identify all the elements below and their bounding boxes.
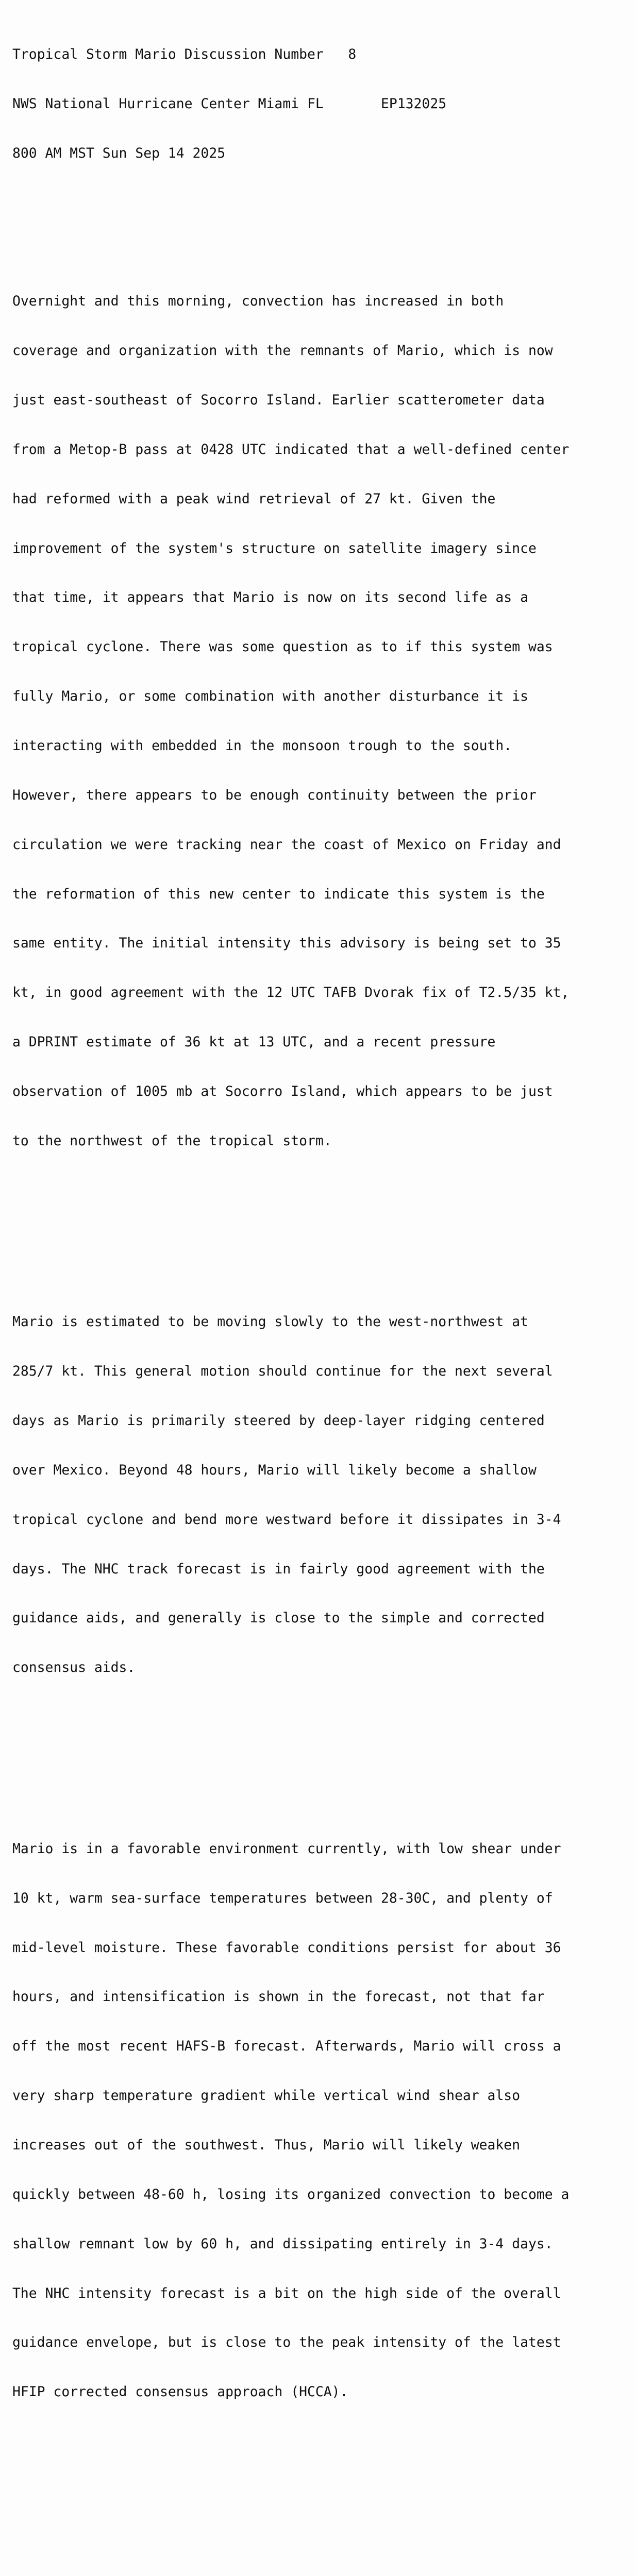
text-line: hours, and intensification is shown in the forecast, not that far: [12, 1989, 545, 2005]
text-line: over Mexico. Beyond 48 hours, Mario will likely become a shallow: [12, 1462, 537, 1478]
text-line: increases out of the southwest. Thus, Mario will likely weaken: [12, 2137, 521, 2153]
text-line: tropical cyclone. There was some question as to if this system was: [12, 639, 553, 655]
text-line: Mario is in a favorable environment currently, with low shear under: [12, 1840, 561, 1857]
discussion-document: [12, 13, 569, 2576]
text-line: a DPRINT estimate of 36 kt at 13 UTC, and a recent pressure: [12, 1034, 496, 1050]
text-line: that time, it appears that Mario is now on its second life as a: [12, 589, 528, 606]
text-line: from a Metop-B pass at 0428 UTC indicated that a well-defined center: [12, 441, 570, 457]
text-line: to the northwest of the tropical storm.: [12, 1132, 332, 1149]
text-line: guidance aids, and generally is close to the simple and corrected: [12, 1610, 545, 1626]
text-line: shallow remnant low by 60 h, and dissipating entirely in 3-4 days.: [12, 2235, 553, 2252]
text-line: Overnight and this morning, convection has increased in both: [12, 293, 504, 310]
text-line: quickly between 48-60 h, losing its organized convection to become a: [12, 2186, 570, 2202]
issuing-office: NWS National Hurricane Center Miami FL EP132025: [12, 95, 447, 112]
text-line: improvement of the system's structure on satellite imagery since: [12, 540, 537, 556]
text-line: had reformed with a peak wind retrieval of 27 kt. Given the: [12, 490, 496, 507]
text-line: 10 kt, warm sea-surface temperatures between 28-30C, and plenty of: [12, 1890, 553, 1906]
text-line: very sharp temperature gradient while vertical wind shear also: [12, 2088, 521, 2104]
discussion-title: Tropical Storm Mario Discussion Number 8: [12, 46, 357, 62]
text-line: guidance envelope, but is close to the peak intensity of the latest: [12, 2334, 561, 2351]
text-line: the reformation of this new center to indicate this system is the: [12, 886, 545, 902]
text-line: same entity. The initial intensity this advisory is being set to 35: [12, 935, 561, 952]
issue-time: 800 AM MST Sun Sep 14 2025: [12, 145, 226, 161]
text-line: However, there appears to be enough continuity between the prior: [12, 787, 537, 803]
text-line: HFIP corrected consensus approach (HCCA).: [12, 2384, 348, 2400]
blank-line: [12, 2466, 569, 2483]
text-line: days as Mario is primarily steered by deep-layer ridging centered: [12, 1413, 545, 1429]
text-line: consensus aids.: [12, 1659, 136, 1676]
paragraph-track: [12, 1281, 569, 1709]
blank-line: [12, 2516, 569, 2532]
text-line: days. The NHC track forecast is in fairly good agreement with the: [12, 1561, 545, 1577]
text-line: Mario is estimated to be moving slowly to the west-northwest at: [12, 1314, 528, 1330]
text-line: just east-southeast of Socorro Island. Earlier scatterometer data: [12, 392, 545, 408]
text-line: off the most recent HAFS-B forecast. Afterwards, Mario will cross a: [12, 2038, 561, 2055]
text-line: kt, in good agreement with the 12 UTC TAFB Dvorak fix of T2.5/35 kt,: [12, 985, 570, 1001]
text-line: tropical cyclone and bend more westward before it dissipates in 3-4: [12, 1511, 561, 1528]
blank-line: [12, 1215, 569, 1232]
text-line: circulation we were tracking near the coast of Mexico on Friday and: [12, 836, 561, 853]
paragraph-intensity: [12, 1808, 569, 2433]
text-line: mid-level moisture. These favorable conditions persist for about 36: [12, 1939, 561, 1956]
blank-line: [12, 194, 569, 211]
text-line: fully Mario, or some combination with another disturbance it is: [12, 688, 528, 705]
paragraph-current-analysis: [12, 260, 569, 1182]
text-line: interacting with embedded in the monsoon trough to the south.: [12, 737, 512, 754]
text-line: 285/7 kt. This general motion should continue for the next several: [12, 1363, 553, 1380]
text-line: observation of 1005 mb at Socorro Island, which appears to be just: [12, 1083, 553, 1099]
text-line: The NHC intensity forecast is a bit on the high side of the overall: [12, 2285, 561, 2301]
text-line: coverage and organization with the remnants of Mario, which is now: [12, 343, 553, 359]
blank-line: [12, 1742, 569, 1758]
